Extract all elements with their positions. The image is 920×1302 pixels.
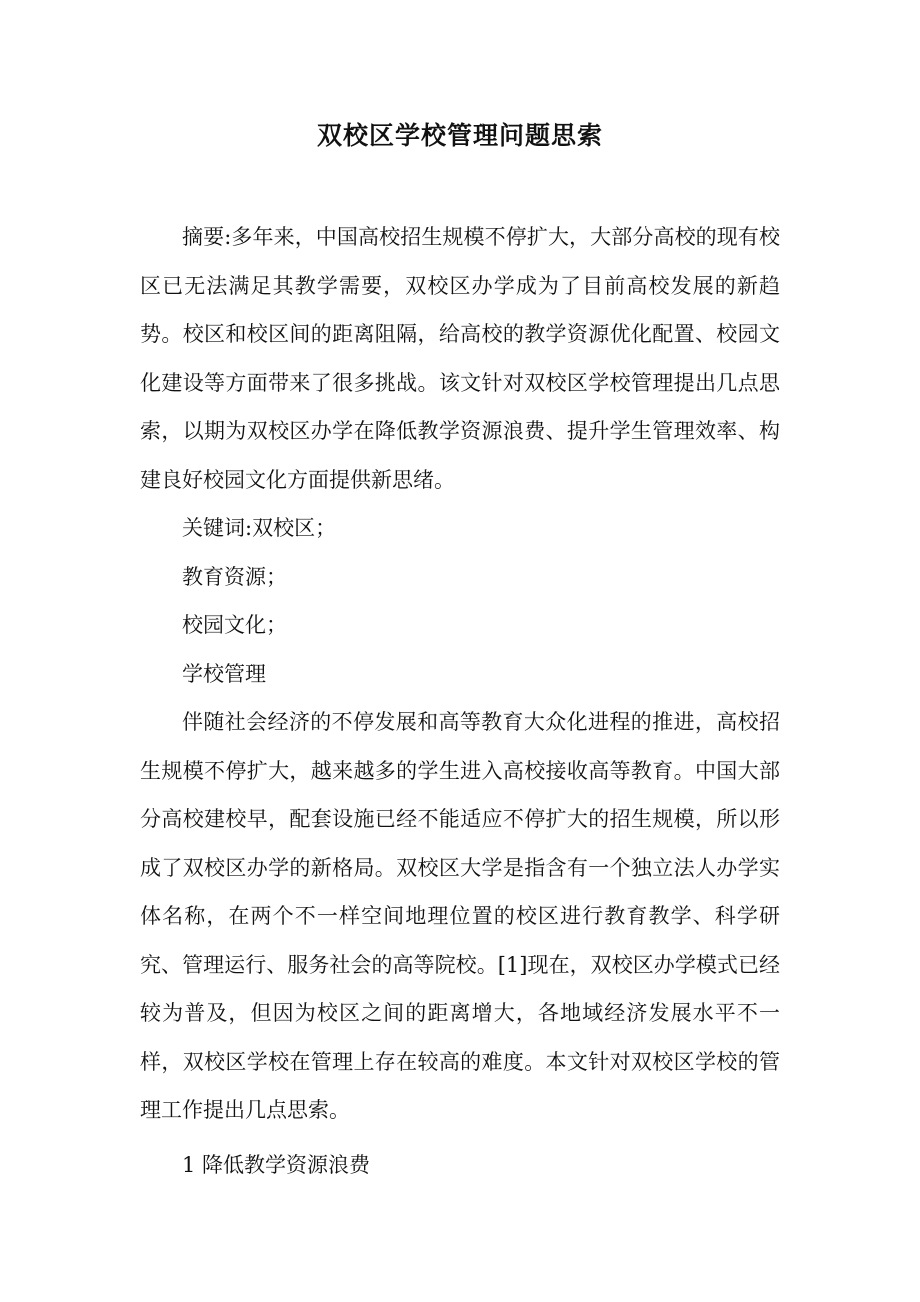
keyword-line: 学校管理 <box>182 661 266 686</box>
document-body <box>140 213 780 1189</box>
keyword-line: 校园文化； <box>182 613 287 637</box>
intro-paragraph: 伴随社会经济的不停发展和高等教育大众化进程的推进，高校招生规模不停扩大，越来越多的学生进入高校接收高等教育。中国大部分高校建校早，配套设施已经不能适应不停扩大的招生规模，所以形成了双校区办学的新格局。双校区大学是指含有一个独立法人办学实体名称，在两个不一样空间地理位置的校区进行教育教学、科学研究、管理运行、服务社会的高等院校。[1]现在，双校区办学模式已经较为普及，但因为校区之间的距离增大，各地域经济发展水平不一样，双校区学校在管理上存在较高的难度。本文针对双校区学校的管理工作提出几点思索。 <box>140 710 780 1122</box>
keyword-line: 教育资源； <box>182 564 287 589</box>
keyword-line: 关键词:双校区； <box>182 516 337 540</box>
section-heading: 1 降低教学资源浪费 <box>182 1152 371 1177</box>
abstract-paragraph: 摘要:多年来，中国高校招生规模不停扩大，大部分高校的现有校区已无法满足其教学需要，双校区办学成为了目前高校发展的新趋势。校区和校区间的距离阻隔，给高校的教学资源优化配置、校园文化建设等方面带来了很多挑战。该文针对双校区学校管理提出几点思索，以期为双校区办学在降低教学资源浪费、提升学生管理效率、构建良好校园文化方面提供新思绪。 <box>140 225 780 492</box>
document-title: 双校区学校管理问题思索 <box>316 121 603 150</box>
